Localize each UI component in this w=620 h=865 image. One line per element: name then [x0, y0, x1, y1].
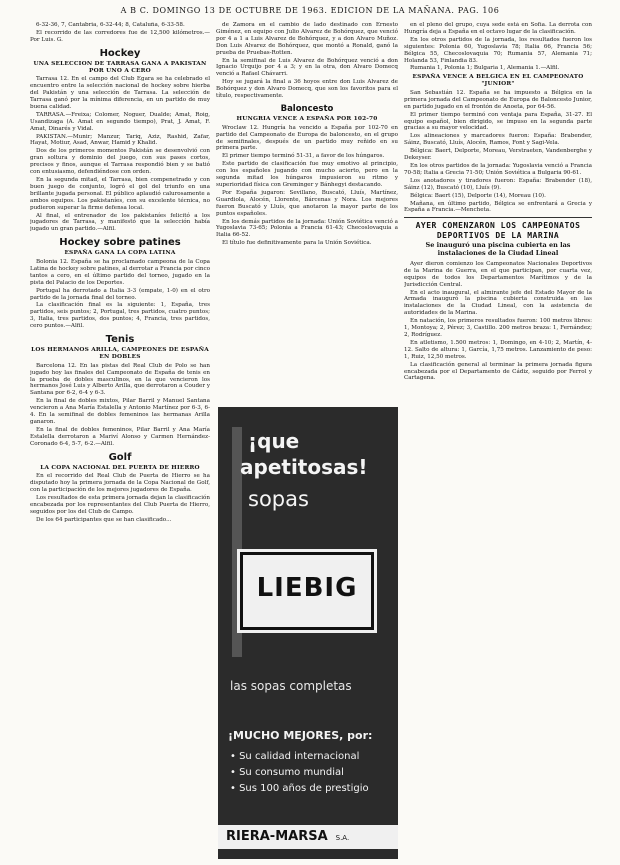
ad-text-sopas: sopas	[248, 487, 309, 511]
section-title-tenis: Tenis	[105, 334, 135, 346]
paragraph: En atletismo, 1.500 metros: 1, Domingo, en 4-10; 2, Martín, 4-12. Salto de altura: 1, García, 1,75 metros. Lanzamiento de peso: 1, Ruiz, 12,50 metros.	[404, 339, 592, 360]
page-header: A B C. DOMINGO 13 DE OCTUBRE DE 1963. EDICION DE LA MAÑANA. PAG. 106	[120, 6, 500, 15]
paragraph: En natación, los primeros resultados fueron: 100 metros libres: 1, Montoya; 2, Pérez; 3, Castillo. 200 metros braza: 1, Fernández; 2, Rodríguez.	[404, 318, 592, 338]
ad-distributor-suffix: S.A.	[335, 834, 350, 842]
paragraph: Rumania 1, Polonia 1; Bulgaria 1, Alemania 1.—Alfil.	[410, 65, 560, 72]
paragraph: 6-32-36, 7, Cantabria, 6-32-44; 8, Cataluña, 6-33-58.	[36, 22, 185, 28]
liebig-advertisement	[218, 407, 398, 859]
ad-text-mucho-mejores: ¡MUCHO MEJORES, por:	[228, 729, 373, 742]
paragraph: Portugal ha derrotado a Italia 3-3 (empate, 1-0) en el otro partido de la jornada final del torneo.	[30, 287, 210, 301]
column-right	[404, 22, 592, 857]
paragraph: El primer tiempo terminó 51-31, a favor de los húngaros.	[222, 153, 385, 160]
liebig-logo-text: LIEBIG	[256, 573, 358, 603]
section-title-golf: Golf	[108, 451, 132, 463]
ad-distributor-name: RIERA-MARSA	[226, 829, 328, 844]
headline-baloncesto: HUNGRIA VENCE A ESPAÑA POR 102-70	[236, 115, 378, 122]
paragraph: Los resultados de esta primera jornada dejan la clasificación encabezada por los representantes del Club Puerta de Hierro, seguidos por los del Club de Campo.	[30, 495, 210, 515]
ad-text-que: ¡que	[248, 429, 300, 453]
paragraph: El primer tiempo terminó con ventaja para España, 31-27. El equipo español, bien dirigido, se impuso en la segunda parte gracias a su mayor velocidad.	[404, 111, 592, 132]
paragraph: en el pleno del grupo, cuya sede está en Sofía. La derrota con Hungría deja a España en el octavo lugar de la clasificación.	[404, 22, 592, 35]
paragraph: PAKISTAN.—Munir; Manzur, Tariq, Aziz, Rashid, Zafar, Hayat, Motiur, Asad, Anwar, Hamid y Khalid.	[30, 133, 210, 147]
headline-golf: LA COPA NACIONAL DEL PUERTA DE HIERRO	[40, 464, 200, 471]
paragraph: Bélgica: Baert (15), Delporte (14), Moreau (10).	[410, 192, 546, 199]
ad-bullet-consumo: • Su consumo mundial	[230, 767, 344, 778]
paragraph: Mañana, en último partido, Bélgica se enfrentará a Grecia y España a Francia.—Mencheta.	[404, 200, 592, 214]
paragraph: Los anotadores y tiradores fueron: España: Brabender (18), Sáinz (12), Buscató (10), Lluís (9).	[404, 177, 592, 191]
paragraph: Dos de los primeros momentos Pakistán se desenvolvió con gran soltura y dominio del juego, con sus pases cortos, precisos y finos, aunque el Tarrasa respondió bien y se batió con entusiasmo, defendiéndose con orden.	[30, 148, 210, 176]
section-title-baloncesto: Baloncesto	[280, 103, 334, 114]
paragraph: Bolonia 12. España se ha proclamado campeona de la Copa Latina de hockey sobre patines, al derrotar a Francia por cinco tantos a cero, en el último partido del torneo, jugado en la pista del Palacio de los Deportes.	[30, 259, 210, 286]
paragraph: Hoy se jugará la final a 36 hoyos entre don Luis Alvarez de Bohórquez y don Alvaro Domecq, que son los favoritos para el título, respectivamente.	[216, 79, 398, 100]
paragraph: Bélgica: Baert, Delporte, Moreau, Verstraeten, Vandenberghe y Dekeyser.	[404, 148, 592, 162]
paragraph: Barcelona 12. En las pistas del Real Club de Polo se han jugado hoy las finales del Campeonato de España de tenis en la prueba de dobles masculinos, en la que vencieron los hermanos José Luis y Alberto Arilla, que derrotaron a Couder y Santana por 6-2, 6-4 y 6-3.	[30, 362, 210, 397]
headline-marina: AYER COMENZARON LOS CAMPEONATOS DEPORTIVOS DE LA MARINA	[415, 221, 581, 240]
paragraph: En el recorrido del Real Club de Puerta de Hierro se ha disputado hoy la primera jornada de la Copa Nacional de Golf, con la participación de los mejores jugadores de España.	[30, 473, 210, 494]
paragraph: El recorrido de las corredores fue de 12,500 kilómetros.—Por Luis. G.	[30, 29, 210, 43]
ad-distributor-banner	[218, 825, 398, 849]
divider	[404, 217, 592, 218]
paragraph: De los 64 participantes que se han clasificado...	[36, 516, 172, 523]
paragraph: Wroclaw 12. Hungría ha vencido a España por 102-70 en partido del Campeonato de Europa de baloncesto, en el grupo de semifinales, después de un partido muy reñido en su primera parte.	[216, 124, 398, 152]
headline-espana-belgica: ESPAÑA VENCE A BELGICA EN EL CAMPEONATO "JUNIOR"	[412, 74, 584, 88]
paragraph: En la final de dobles femeninos, Pilar Barril y Ana María Estalella derrotaron a Mariví Alonso y Carmen Hernández-Coronado 6-4, 5-7, 6-2.—Alfil.	[30, 426, 210, 447]
paragraph: Este partido de clasificación fue muy emotivo al principio, con los españoles jugando con mucho acierto, pero en la segunda mitad los húngaros impusieron su ritmo y superioridad física con Greminger y Bánhegyi destacando.	[216, 161, 398, 189]
paragraph: Los alineaciones y marcadores fueron: España: Brabender, Sáinz, Buscató, Lluís, Alocén, Ramos, Font y Sagi-Vela.	[404, 133, 592, 147]
paragraph: San Sebastián 12. España se ha impuesto a Bélgica en la primera jornada del Campeonato de Europa de Baloncesto Junior, en partido jugado en el frontón de Anoeta, por 64-56.	[404, 89, 592, 110]
paragraph: TARRASA.—Freixa; Colomer, Noguer, Dualde; Amat, Roig, Usandizaga (A. Amat en segundo tiempo), Prat, J. Amat, F. Amat, Dinarés y Vidal.	[30, 111, 210, 132]
paragraph: El título fue definitivamente para la Unión Soviética.	[222, 240, 372, 247]
paragraph: de Zamora en el cambio de lado destinado con Ernesto Giménez, en equipo con Julio Alvarez de Bohórquez, que venció por 4 a 1 a Luis Alvarez de Bohórquez, y a don Alvaro Muñoz. Don Luis Alvarez de Bohórquez, que montó a Ronald, ganó la prueba de Pruebas-Rotten.	[216, 22, 398, 56]
section-title-patines: Hockey sobre patines	[59, 237, 181, 249]
paragraph: En la segunda mitad, el Tarrasa, bien compenetrado y con buen juego de conjunto, logró el gol del triunfo en una brillante jugada personal. El público aplaudió calurosamente a ambos equipos. Los pakistaníes, con su excelente técnica, no pudieron superar la firme defensa local.	[30, 177, 210, 211]
paragraph: La clasificación general al terminar la primera jornada figura encabezada por el Departamento de Cádiz, seguido por Ferrol y Cartagena.	[404, 361, 592, 382]
ad-text-apetitosas: apetitosas!	[240, 455, 368, 479]
ad-bullet-calidad: • Su calidad internacional	[230, 751, 360, 762]
paragraph: En la semifinal de Luis Alvarez de Bohórquez venció a don Ignacio Urquijo por 4 a 3; y en la otra, don Alvaro Domecq venció a Rafael Chávarri.	[216, 57, 398, 78]
paragraph: Tarrasa 12. En el campo del Club Egara se ha celebrado el encuentro entre la selección nacional de hockey sobre hierba del Pakistán y una selección de Tarrasa. La selección de Tarrasa ganó por la mínima diferencia, en un partido de muy buena calidad.	[30, 76, 210, 110]
paragraph: En el acto inaugural, el almirante jefe del Estado Mayor de la Armada inauguró la piscina cubierta construida en las instalaciones de la Ciudad Lineal, con la asistencia de autoridades de la Marina.	[404, 289, 592, 317]
column-left	[30, 22, 210, 857]
headline-tenis: LOS HERMANOS ARILLA, CAMPEONES DE ESPAÑA EN DOBLES	[31, 347, 209, 360]
headline-hockey: UNA SELECCION DE TARRASA GANA A PAKISTAN POR UNO A CERO	[33, 60, 207, 74]
ad-text-sopas-completas: las sopas completas	[230, 679, 352, 693]
paragraph: En los demás partidos de la jornada: Unión Soviética venció a Yugoslavia 73-65; Polonia a Francia 61-43; Checoslovaquia a Italia 66-52.	[216, 218, 398, 239]
paragraph: En los otros partidos de la jornada, los resultados fueron los siguientes: Polonia 60, Yugoslavia 78; Italia 66, Francia 56; Bélgica 55, Checoslovaquia 70; Rumania 57, Alemania 71; Holanda 53, Finlandia 83.	[404, 36, 592, 64]
paragraph: En la final de dobles mixtos, Pilar Barril y Manuel Santana vencieron a Ana María Estalella y Antonio Martínez por 6-3, 6-4. En la semifinal de dobles femeninos las hermanas Arilla ganaron.	[30, 398, 210, 425]
paragraph: Al final, el entrenador de los pakistaníes felicitó a los jugadores de Tarrasa, y manifestó que la selección había jugado un gran partido.—Alfil.	[30, 212, 210, 233]
paragraph: Por España jugaron: Sevillano, Buscató, Lluís, Martínez, Guardiola, Alocén, Llorente, Bárcenas y Nora. Los mejores fueron Buscató y Lluís, que anotaron la mayor parte de los puntos españoles.	[216, 189, 398, 217]
ad-bullet-prestigio: • Sus 100 años de prestigio	[230, 783, 369, 794]
subheadline-marina: Se inauguró una piscina cubierta en las instalaciones de la Ciudad Lineal	[425, 241, 571, 258]
headline-patines: ESPAÑA GANA LA COPA LATINA	[64, 250, 176, 257]
paragraph: La clasificación final es la siguiente: 1, España, tres partidos, seis puntos; 2, Portugal, tres partidos, cuatro puntos; 3, Italia, tres partidos, dos puntos; 4, Francia, tres partidos, cero puntos.—Alfil.	[30, 302, 210, 330]
section-title-hockey: Hockey	[99, 47, 141, 59]
paragraph: Ayer dieron comienzo los Campeonatos Nacionales Deportivos de la Marina de Guerra, en el que participan, por cuarta vez, equipos de todos los Departamentos Marítimos y de la Jurisdicción Central.	[404, 260, 592, 288]
liebig-logo	[240, 552, 374, 630]
paragraph: En los otros partidos de la jornada: Yugoslavia venció a Francia 70-58; Italia a Grecia 71-50; Unión Soviética a Bulgaria 90-61.	[404, 163, 592, 176]
column-middle	[216, 22, 398, 402]
